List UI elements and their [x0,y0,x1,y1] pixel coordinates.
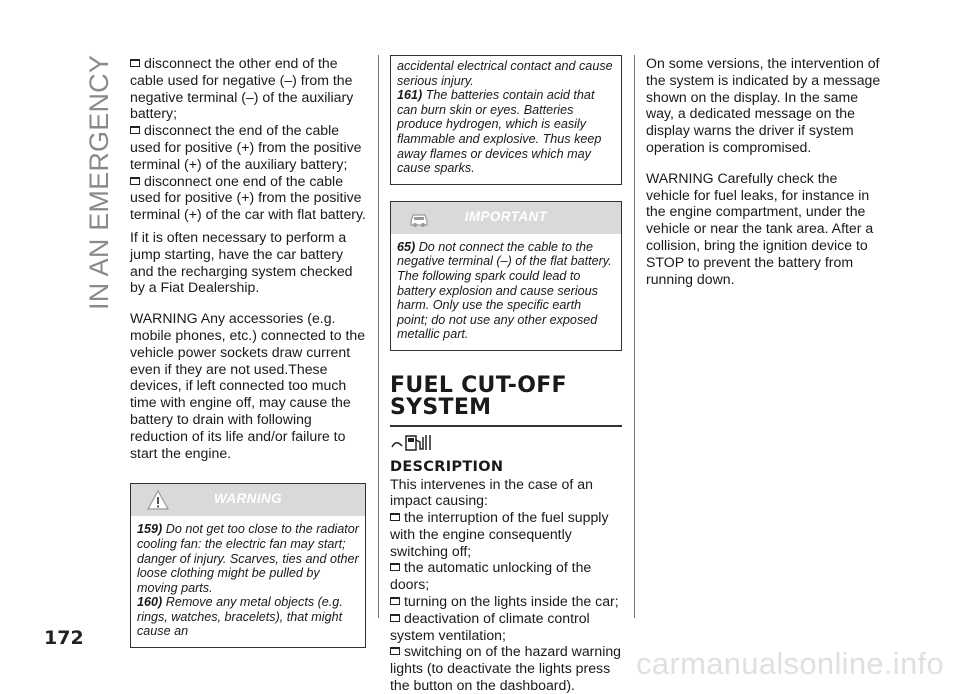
bullet-box-icon [390,614,400,622]
warning-item: 161) The batteries contain acid that can burn skin or eyes. Batteries produce hydrogen, which is easily flammable and explosive. Thus keep away flames or devices which may cause sparks. [397,88,602,176]
bullet-box-icon [390,597,400,605]
column-3 [646,55,882,287]
list-item: disconnect the end of the cable used for positive (+) from the positive terminal (+) of the auxiliary battery; [130,122,362,172]
list-item: the interruption of the fuel supply with the engine consequently switching off; [390,509,609,559]
warning-box-continued [390,55,622,185]
column-divider [378,55,379,618]
bullet-box-icon [130,177,140,185]
page-number: 172 [44,627,84,649]
bullet-box-icon [390,647,400,655]
subsection-heading: DESCRIPTION [390,458,504,475]
important-box [390,201,622,351]
site-watermark: carmanualsonline.info [636,646,944,681]
column-1 [130,55,366,648]
list-item: the automatic unlocking of the doors; [390,559,592,593]
bullet-box-icon [390,513,400,521]
warning-item: 159) Do not get too close to the radiator cooling fan: the electric fan may start; danger of injury. Scarves, ties and other loose clothing might be pulled by moving parts. [137,522,359,595]
important-title: IMPORTANT [464,208,548,224]
column-divider [634,55,635,618]
paragraph: On some versions, the intervention of the system is indicated by a message shown on the display. In the same way, a dedicated message on the display warns the driver if system operation is compromised. [646,55,881,155]
bullet-box-icon [390,563,400,571]
bullet-box-icon [130,126,140,134]
paragraph: This intervenes in the case of an impact causing: [390,475,593,509]
column-2 [390,55,622,694]
list-item: switching on of the hazard warning lights (to deactivate the lights press the button on the dashboard). [390,643,622,694]
fuel-pump-icon [390,433,622,457]
paragraph: WARNING Carefully check the vehicle for fuel leaks, for instance in the engine compartment, under the vehicle or near the tank area. After a collision, bring the ignition device to STOP to prevent the battery from running down. [646,169,874,287]
warning-item-continuation: accidental electrical contact and cause serious injury. [397,59,613,88]
warning-title: WARNING [213,491,283,507]
list-item: deactivation of climate control system ventilation; [390,609,590,643]
important-body [391,234,621,350]
list-item: disconnect the other end of the cable used for negative (–) from the negative terminal (–) of the auxiliary battery; [130,55,354,122]
warning-body [391,56,621,184]
bullet-box-icon [130,59,140,67]
warning-body [131,516,365,647]
chapter-side-title: IN AN EMERGENCY [84,54,114,310]
warning-header [131,484,365,516]
important-item: 65) Do not connect the cable to the negative terminal (–) of the flat battery. The following spark could lead to battery explosion and cause serious harm. Only use the specific earth point; do not use any other exposed metallic part. [397,239,612,342]
list-item: turning on the lights inside the car; [390,593,622,610]
paragraph: If it is often necessary to perform a jump starting, have the car battery and the recharging system checked by a Fiat Dealership. [130,228,353,296]
warning-item: 160) Remove any metal objects (e.g. rings, watches, bracelets), that might cause an [137,595,343,639]
important-header [391,202,621,234]
warning-box [130,483,366,648]
section-heading: FUEL CUT-OFF SYSTEM [390,375,622,427]
paragraph: WARNING Any accessories (e.g. mobile phones, etc.) connected to the vehicle power sockets draw current even if they are not used.These devices, if left connected too much time with engine off, may cause the battery to drain with following reduction of its life and/or failure to start the engine. [130,310,366,461]
list-item: disconnect one end of the cable used for positive (+) from the positive terminal (+) of the car with flat battery. [130,172,366,223]
